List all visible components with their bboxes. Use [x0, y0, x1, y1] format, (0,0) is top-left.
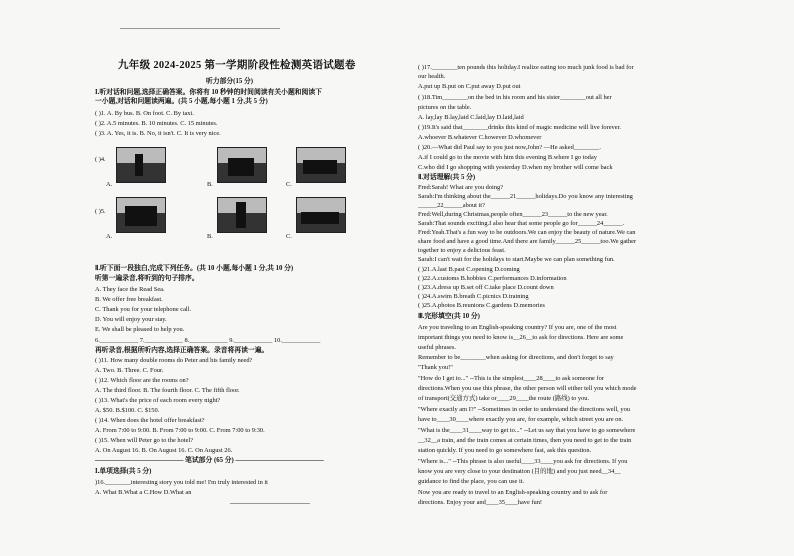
cloze-line: __32__a train, and the train comes at certain times, then you need to get to the train	[418, 437, 632, 444]
dialogue-line: ______22______about it?	[418, 202, 485, 209]
cloze-line: station quickly. If you need to go somewhere fast, ask this question.	[418, 447, 592, 454]
question-16: )16.________interesting story you told me! I'm truly interested in it	[95, 479, 268, 486]
question-19: ( )19.It's said that________drinks this kind of magic medicine will live forever.	[418, 124, 621, 131]
question-1: ( )1. A. By bus. B. On foot. C. By taxi.	[95, 110, 194, 117]
cloze-line: "Where exactly am I?" --Sometimes in order to understand the directions well, you	[418, 406, 630, 413]
question-20-options-ab: A.if I could go to the movie with him this evening B.where I go today	[418, 154, 597, 161]
section-2-instructions: Ⅱ.听下面一段独白,完成下列任务。(共 10 小题,每小题 1 分,共 10 分)	[95, 265, 294, 272]
cloze-line: guidance to find the place, you can use it.	[418, 478, 525, 485]
sentence-d: D. You will enjoy your stay.	[95, 316, 167, 323]
cloze-line: of transport(交通方式) take or____29____the route (路线) to you.	[418, 395, 590, 402]
question-5-label: ( )5.	[95, 208, 106, 215]
cloze-line: "How do I get to..." --This is the simplest____28____to ask someone for	[418, 375, 604, 382]
cloze-line: "Where is..." --This phrase is also useful____33____you ask for directions. If you	[418, 458, 628, 465]
question-22-options: ( )22.A.customs B.hobbies C.performances D.information	[418, 275, 567, 282]
dialogue-line: Sarah:I'm thinking about the______21______holidays.Do you know any interesting	[418, 193, 633, 200]
cloze-line: Remember to be________when asking for directions, and don't forget to say	[418, 354, 614, 361]
cloze-line: know you are very close to your destination (目的地) and you just need__34__	[418, 468, 621, 475]
option-a-label: A.	[106, 181, 113, 188]
dialogue-line: Fred:Sarah! What are you doing?	[418, 184, 504, 191]
exam-title: 九年级 2024-2025 第一学期阶段性检测英语试题卷	[118, 60, 356, 71]
question-17-cont: our health.	[418, 73, 446, 80]
question-4-label: ( )4.	[95, 156, 106, 163]
scan-mark	[120, 28, 280, 29]
question-17-options: A.put up B.put on C.put away D.put out	[418, 83, 521, 90]
sentence-b: B. We offer free breakfast.	[95, 296, 163, 303]
option-c-label: C.	[286, 233, 292, 240]
picture-option	[217, 147, 267, 183]
question-21-options: ( )21.A.last B.past C.opening D.coming	[418, 266, 520, 273]
question-18: ( )18.Tim________on the bed in his room and his sister________out all her	[418, 94, 612, 101]
question-12: ( )12. Which floor are the rooms on?	[95, 377, 189, 384]
option-a-label: A.	[106, 233, 113, 240]
cloze-line: "Thank you!"	[418, 364, 453, 371]
question-11: ( )11. How many double rooms do Peter and his family need?	[95, 357, 253, 364]
question-14: ( )14. When does the hotel offer breakfast?	[95, 417, 205, 424]
option-b-label: B.	[207, 181, 213, 188]
dialogue-line: together to enjoy a delicious feast.	[418, 247, 506, 254]
cloze-line: useful phrases.	[418, 344, 456, 351]
picture-option	[296, 197, 346, 233]
question-24-options: ( )24.A.swim B.breath C.picnics D.training	[418, 293, 529, 300]
question-18-cont: pictures on the table.	[418, 104, 472, 111]
question-19-options: A.whoever B.whatever C.however D.whomever	[418, 134, 542, 141]
question-16-options: A. What B.What a C.How D.What an	[95, 489, 192, 496]
section-1-instructions: I.听对话和问题,选择正确答案。你将有 10 秒钟的时间阅读有关小题和阅读下	[95, 89, 322, 96]
question-13-options: A. $50. B.$100. C. $150.	[95, 407, 160, 414]
picture-option	[296, 147, 346, 183]
sentence-a: A. They face the Read Sea.	[95, 286, 165, 293]
question-3: ( )3. A. Yes, it is. B. No, it isn't. C. It is very nice.	[95, 130, 221, 137]
dialogue-line: share food and have a good time.And there are family______25______too.We gather	[418, 238, 637, 245]
listening-header: 听力部分(15 分)	[206, 78, 254, 85]
question-11-options: A. Two. B. Three. C. Four.	[95, 367, 164, 374]
question-17: ( )17.________ten pounds this holiday.I realize eating too much junk food is bad for	[418, 64, 634, 71]
question-23-options: ( )23.A.dress up B.set off C.take place D.count down	[418, 284, 554, 291]
cloze-line: Are you traveling to an English-speaking country? If you are, one of the most	[418, 324, 617, 331]
scan-mark	[230, 503, 310, 504]
picture-option	[116, 147, 166, 183]
section-dialogue: Ⅱ.对话理解(共 5 分)	[418, 174, 476, 181]
question-15-options: A. On August 16. B. On August 16. C. On August 26.	[95, 447, 233, 454]
question-13: ( )13. What's the price of each room every night?	[95, 397, 221, 404]
picture-option	[217, 197, 267, 233]
section-single-choice: I.单项选择(共 5 分)	[95, 468, 152, 475]
cloze-line: have to____30____where exactly you are, for example, which street you are on.	[418, 416, 624, 423]
section-1-instructions: 一小题,对话和问题读两遍。(共 5 小题,每小题 1 分,共 5 分)	[95, 98, 268, 105]
sentence-e: E. We shall be pleased to help you.	[95, 326, 185, 333]
cloze-line: Now you are ready to travel to an English-speaking country and to ask for	[418, 489, 608, 496]
ordering-blanks: 6.____________ 7.____________ 8.____________ 9.____________ 10.____________	[95, 337, 321, 344]
dialogue-line: Sarah:That sounds exciting.I also hear that some people go for______24______.	[418, 220, 625, 227]
written-section-divider: ————————————— 笔试部分 (65 分) —————————————	[95, 457, 324, 464]
cloze-line: directions. Enjoy your and____35____have fun!	[418, 499, 543, 506]
dialogue-line: Fred:Well,during Christmas,people often______23______to the new year.	[418, 211, 608, 218]
question-20: ( )20.—What did Paul say to you just now,John? —He asked________.	[418, 144, 601, 151]
dialogue-line: Fred:Yeah.That's a fun way to be outdoors.We can enjoy the beauty of nature.We can	[418, 229, 636, 236]
question-20-options-cd: C.who did I go shopping with yesterday D.when my brother will come back	[418, 164, 613, 171]
section-2-subinstructions: 听第一遍录音,将听到的句子排序。	[95, 275, 199, 282]
cloze-line: "What is the____31____way to get to..." --Let us say that you have to go somewhere	[418, 427, 636, 434]
question-18-options: A. lay,lay B.lay,laid C.laid,lay D.laid,laid	[418, 114, 524, 121]
question-25-options: ( )25.A.photos B.reunions C.gardens D.memories	[418, 302, 545, 309]
question-15: ( )15. When will Peter go to the hotel?	[95, 437, 194, 444]
option-c-label: C.	[286, 181, 292, 188]
sentence-c: C. Thank you for your telephone call.	[95, 306, 192, 313]
picture-option	[116, 197, 166, 233]
cloze-line: important things you need to know is__26__to ask for directions. Here are some	[418, 334, 624, 341]
option-b-label: B.	[207, 233, 213, 240]
cloze-line: directions.When you use this phrase, the other person will either tell you which mode	[418, 385, 637, 392]
question-14-options: A. From 7:00 to 9:00. B. From 7:00 to 9:00. C. From 7:00 to 9:30.	[95, 427, 265, 434]
section-2-relisten: 再听录音,根据所听内容,选择正确答案。录音将再读一遍。	[95, 347, 269, 354]
question-12-options: A. The third floor. B. The fourth floor. C. The fifth floor.	[95, 387, 240, 394]
section-cloze: Ⅲ.完形填空(共 10 分)	[418, 313, 480, 320]
question-2: ( )2. A.5 minutes. B. 10 minutes. C. 15 minutes.	[95, 120, 218, 127]
dialogue-line: Sarah:I can't wait for the holidays to start.Maybe we can plan something fun.	[418, 256, 615, 263]
